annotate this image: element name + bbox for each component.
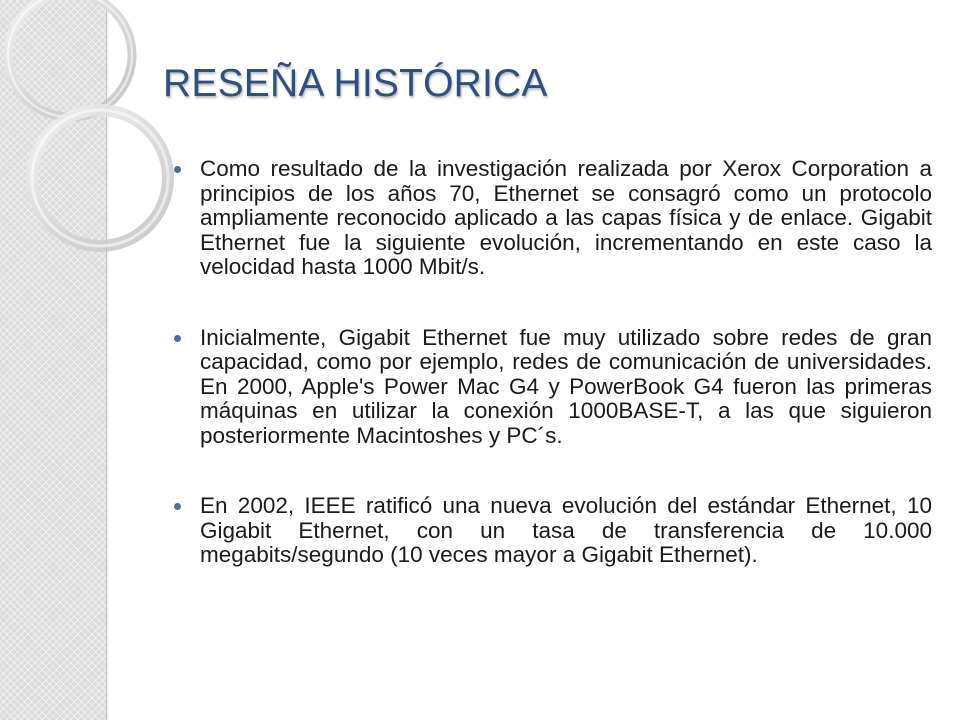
bullet-list	[170, 157, 932, 568]
bullet-icon	[174, 335, 181, 342]
bullet-item	[170, 326, 932, 449]
bullet-text: Como resultado de la investigación realizada por Xerox Corporation a principios de los años 70, Ethernet se consagró como un protocolo ampliamente reconocido aplicado a las capas física y de enlace. Gigabit Ethernet fue la siguiente evolución, incrementando en este caso la velocidad hasta 1000 Mbit/s.	[200, 156, 932, 279]
slide-content	[170, 157, 932, 614]
bullet-icon	[174, 166, 181, 173]
bullet-item	[170, 157, 932, 280]
bullet-text: En 2002, IEEE ratificó una nueva evolución del estándar Ethernet, 10 Gigabit Ethernet, con un tasa de transferencia de 10.000 megabits/segundo (10 veces mayor a Gigabit Ethernet).	[200, 493, 932, 567]
bullet-item	[170, 494, 932, 568]
bullet-text: Inicialmente, Gigabit Ethernet fue muy utilizado sobre redes de gran capacidad, como por ejemplo, redes de comunicación de universidades. En 2000, Apple's Power Mac G4 y PowerBook G4 fueron las primeras máquinas en utilizar la conexión 1000BASE-T, a las que siguieron posteriormente Macintoshes y PC´s.	[200, 324, 932, 448]
slide-title: RESEÑA HISTÓRICA	[163, 62, 548, 105]
bullet-icon	[174, 503, 181, 510]
